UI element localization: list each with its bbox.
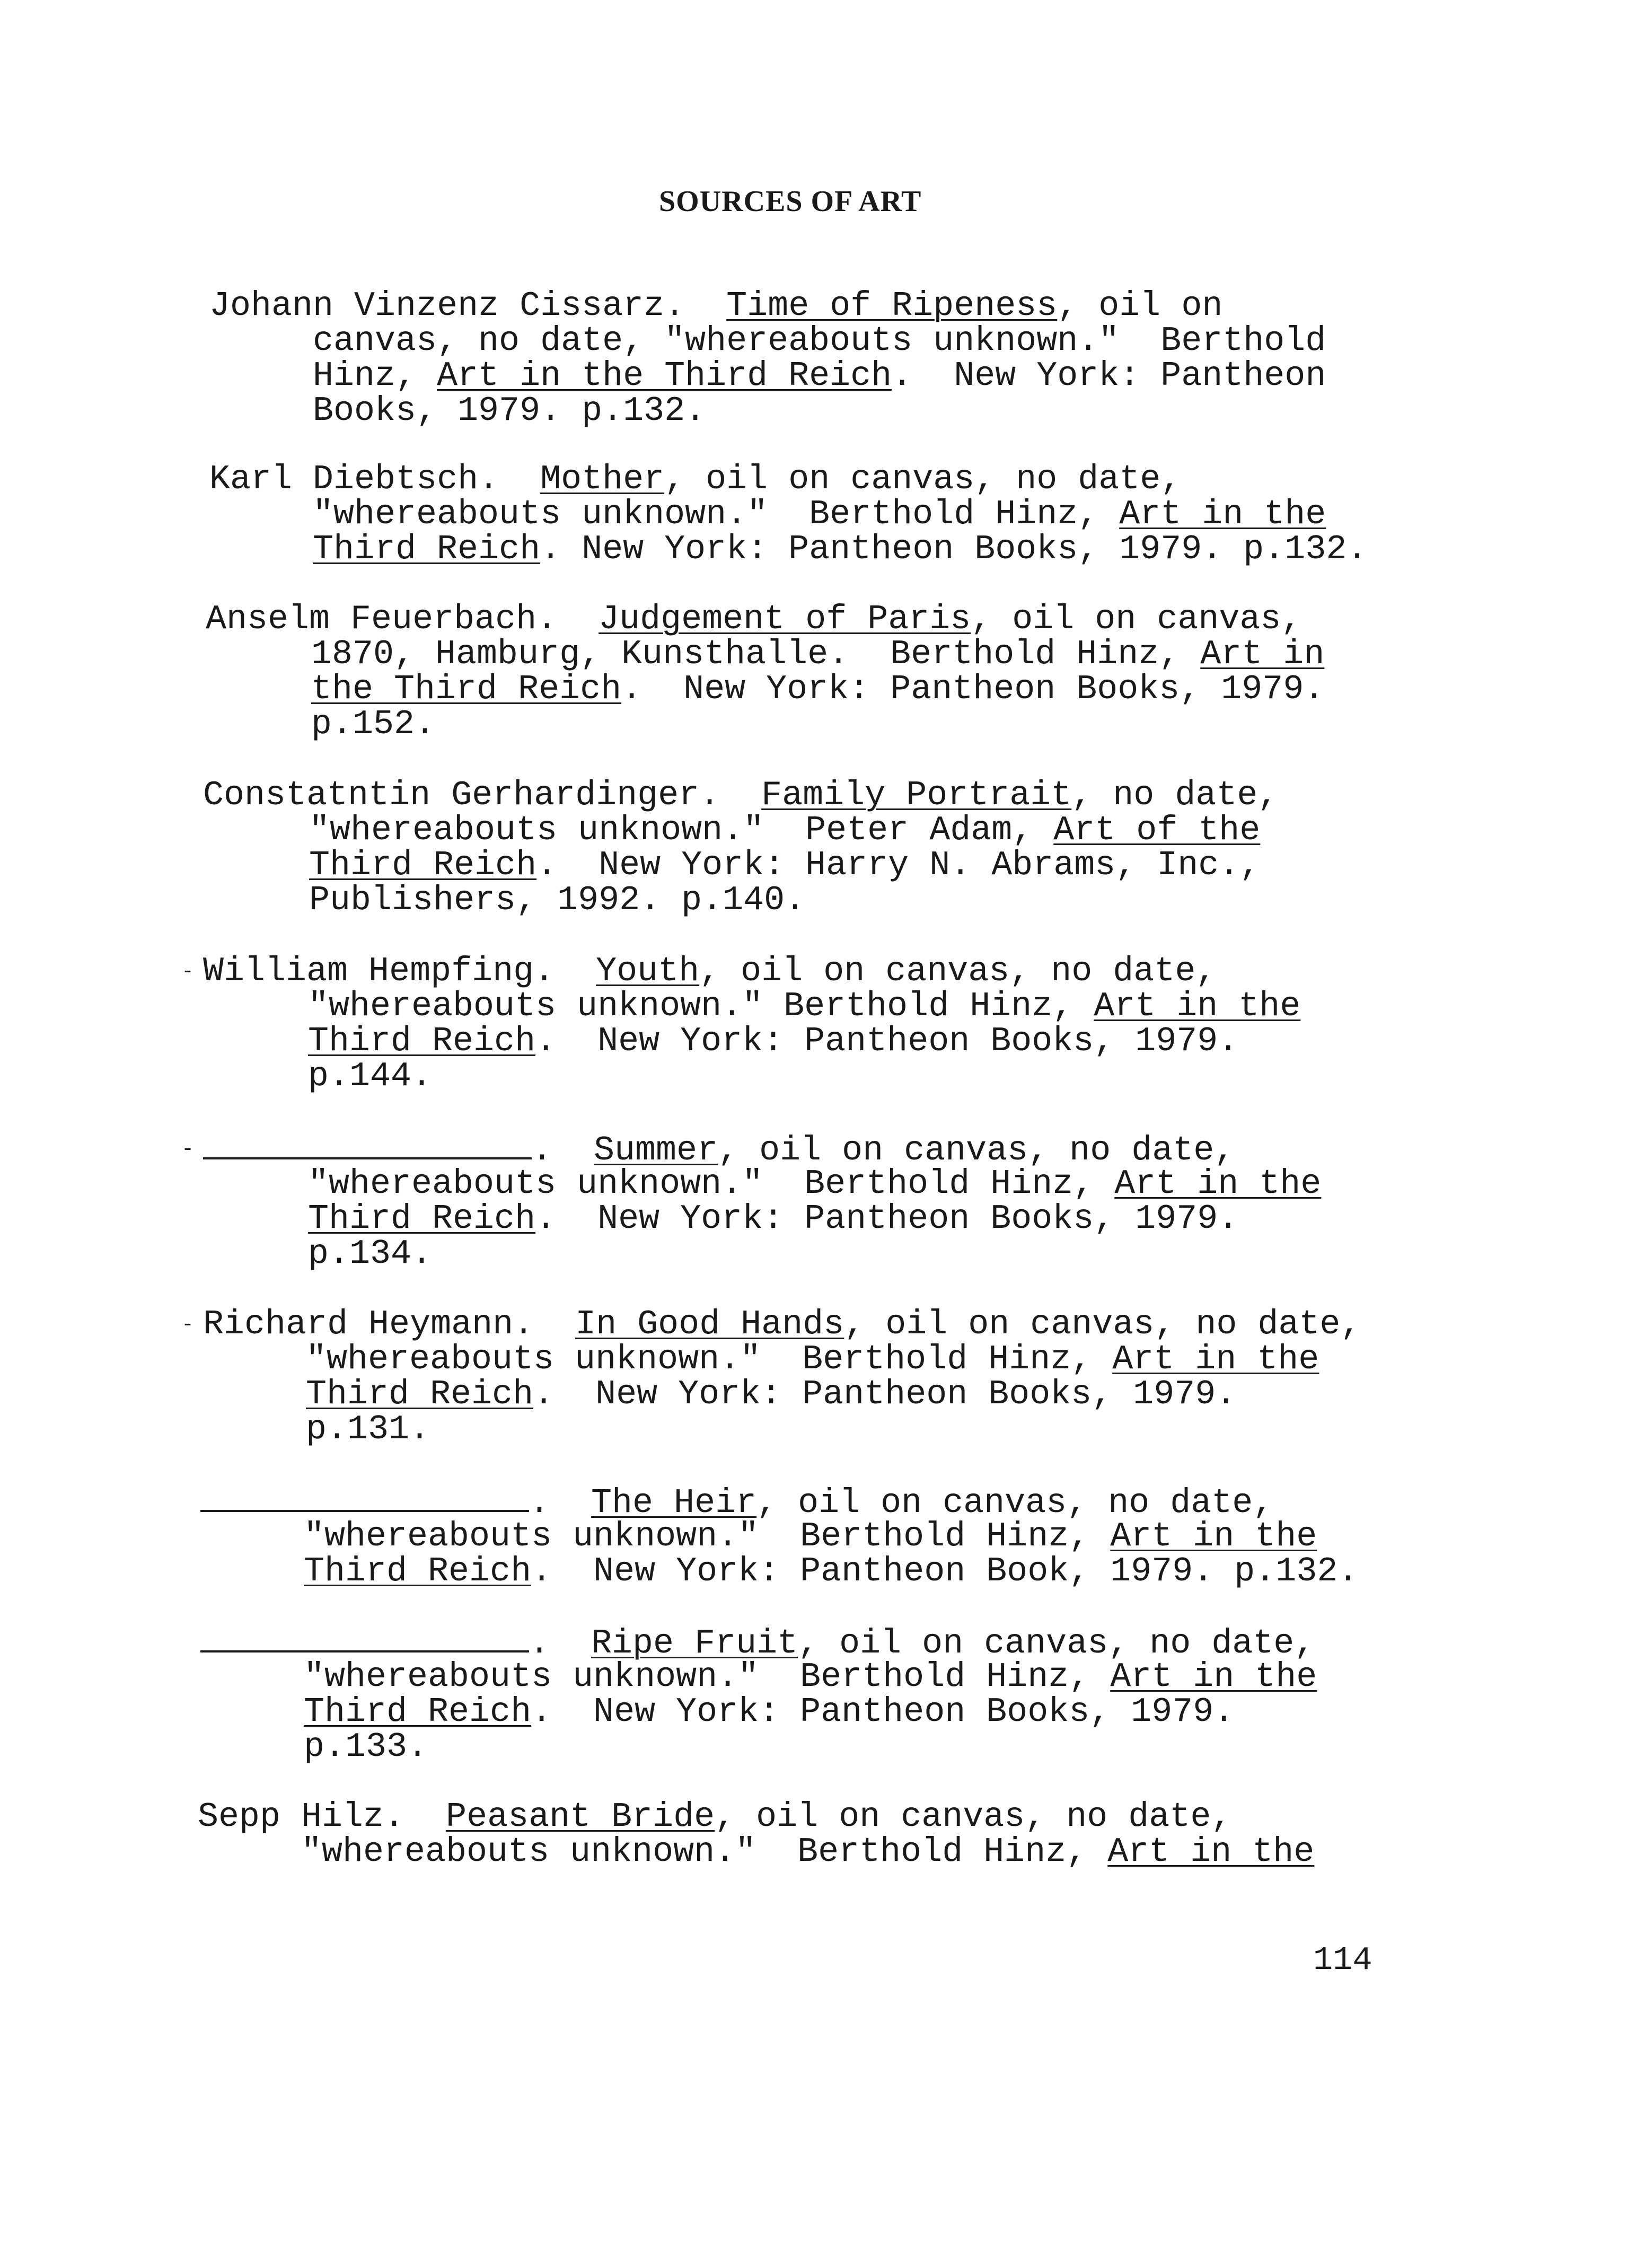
underlined-title: Third Reich [304,1692,532,1731]
citation-text: "whereabouts unknown." Berthold Hinz, [308,987,1094,1026]
citation-text: p.133. [304,1727,428,1766]
citation-text: Johann Vinzenz Cissarz. [209,286,727,326]
underlined-title: Third Reich [308,1199,536,1238]
entry-line [313,532,1367,567]
citation-text: , oil on canvas, no date, [664,460,1182,499]
author-repeat-rule [200,1484,529,1512]
entry-line [200,1625,1315,1661]
underlined-title: Art in the [1094,987,1301,1026]
entry-line [206,602,1301,637]
entry-line [301,1832,1315,1871]
entry-line [309,813,1260,848]
entry-line [209,286,1223,326]
citation-text: "whereabouts unknown." Peter Adam, [309,811,1054,850]
entry-line [203,1132,1235,1168]
citation-text: p.131. [306,1410,430,1449]
underlined-title: Third Reich [306,1375,534,1414]
underlined-title: Time of Ripeness [726,286,1058,326]
citation-text: . [532,1131,594,1170]
entry-line [309,848,1260,883]
citation-text: Hinz, [313,356,437,395]
entry-line [313,497,1326,532]
entry-line [311,707,435,742]
underlined-title: Peasant Bride [446,1797,715,1836]
citation-text: Constatntin Gerhardinger. [203,776,762,815]
entry-line [304,1554,1358,1589]
underlined-title: Art in the [1119,495,1326,534]
underlined-title: Art in the [1110,1517,1317,1556]
citation-text: . [529,1483,592,1523]
citation-text: , oil on canvas, [971,600,1302,639]
citation-text: Anselm Feuerbach. [206,600,599,639]
entry-line [304,1657,1317,1696]
underlined-title: Summer [594,1131,718,1170]
entry-line [203,778,1278,813]
underlined-title: Ripe Fruit [591,1624,798,1663]
entry-line [308,989,1300,1024]
entry-line [308,1024,1238,1059]
entry-line [308,1199,1239,1238]
entry-line [309,883,805,918]
author-repeat-rule [203,1132,532,1159]
entry-line [308,1164,1322,1203]
underlined-title: Third Reich [309,846,537,885]
citation-text: p.134. [308,1234,433,1273]
citation-text: "whereabouts unknown." Berthold Hinz, [308,1164,1115,1203]
citation-text: . New York: Pantheon Books, 1979. [535,1022,1239,1061]
entry-line [304,1519,1317,1554]
entry-line [308,1059,432,1094]
underlined-title: Art of the [1053,811,1261,850]
underlined-title: Third Reich [308,1022,536,1061]
underlined-title: Art in the [1114,1164,1322,1203]
margin-mark: - [181,1138,195,1162]
underlined-title: The Heir [591,1483,757,1523]
underlined-title: Art in the [1112,1340,1319,1379]
citation-text: Books, 1979. p.132. [313,391,706,430]
underlined-title: Mother [540,460,665,499]
citation-text: . New York: Harry N. Abrams, Inc., [536,846,1261,885]
underlined-title: Art in the [1110,1657,1317,1696]
underlined-title: Third Reich [313,530,541,569]
margin-mark: - [181,960,195,984]
entry-line [306,1342,1319,1377]
entry-line [304,1727,428,1766]
entry-line [198,1797,1232,1836]
entry-line [209,462,1181,497]
citation-text: . New York: Pantheon Books, 1979. [533,1375,1237,1414]
underlined-title: Youth [596,952,700,991]
entry-line [200,1483,1274,1523]
citation-text: "whereabouts unknown." Berthold Hinz, [306,1340,1113,1379]
entry-line [313,391,706,430]
citation-text: , oil on canvas, no date, [798,1624,1315,1663]
citation-text: . New York: Pantheon Books, 1979. p.132. [540,530,1368,569]
citation-text: "whereabouts unknown." Berthold Hinz, [304,1657,1111,1696]
citation-text: , no date, [1071,776,1279,815]
entry-line [306,1412,430,1447]
entry-line [311,637,1324,672]
margin-mark: - [181,1313,195,1337]
citation-text: . New York: Pantheon Book, 1979. p.132. [531,1552,1359,1591]
author-repeat-rule [200,1625,529,1652]
citation-text: Karl Diebtsch. [209,460,541,499]
citation-text: . [529,1624,592,1663]
citation-text: William Hempfing. [203,952,596,991]
citation-text: , oil on canvas, no date, [699,952,1217,991]
page-title: SOURCES OF ART [659,185,922,218]
underlined-title: Art in the Third Reich [437,356,892,395]
page-number: 114 [1313,1941,1372,1979]
citation-text: . New York: Pantheon Books, 1979. [621,670,1325,709]
entry-line [203,1307,1361,1342]
underlined-title: the Third Reich [311,670,622,709]
citation-text: , oil on canvas, no date, [844,1305,1361,1344]
citation-text: canvas, no date, "whereabouts unknown." Berthold [313,321,1326,361]
citation-text: , oil on canvas, no date, [756,1483,1274,1523]
citation-text: p.144. [308,1057,433,1096]
citation-text: Sepp Hilz. [198,1797,446,1836]
underlined-title: Art in the [1107,1832,1315,1871]
citation-text: "whereabouts unknown." Berthold Hinz, [304,1517,1111,1556]
citation-text: . New York: Pantheon [892,356,1326,395]
citation-text: . New York: Pantheon Books, 1979. [535,1199,1239,1238]
citation-text: , oil on canvas, no date, [718,1131,1235,1170]
entry-line [308,1234,433,1273]
citation-text: Richard Heymann. [203,1305,576,1344]
citation-text: , oil on [1057,286,1223,326]
citation-text: "whereabouts unknown." Berthold Hinz, [301,1832,1108,1871]
entry-line [304,1692,1235,1731]
entry-line [313,356,1326,395]
citation-text: , oil on canvas, no date, [715,1797,1232,1836]
underlined-title: Art in [1200,635,1325,674]
underlined-title: Third Reich [304,1552,532,1591]
underlined-title: In Good Hands [575,1305,844,1344]
citation-text: 1870, Hamburg, Kunsthalle. Berthold Hinz, [311,635,1201,674]
underlined-title: Family Portrait [761,776,1072,815]
citation-text: "whereabouts unknown." Berthold Hinz, [313,495,1120,534]
underlined-title: Judgement of Paris [599,600,971,639]
entry-line [311,672,1324,707]
entry-line [306,1377,1236,1412]
citation-text: p.152. [311,705,436,744]
citation-text: . New York: Pantheon Books, 1979. [531,1692,1235,1731]
entry-line [203,954,1216,989]
citation-text: Publishers, 1992. p.140. [309,881,806,920]
entry-line [313,321,1326,361]
